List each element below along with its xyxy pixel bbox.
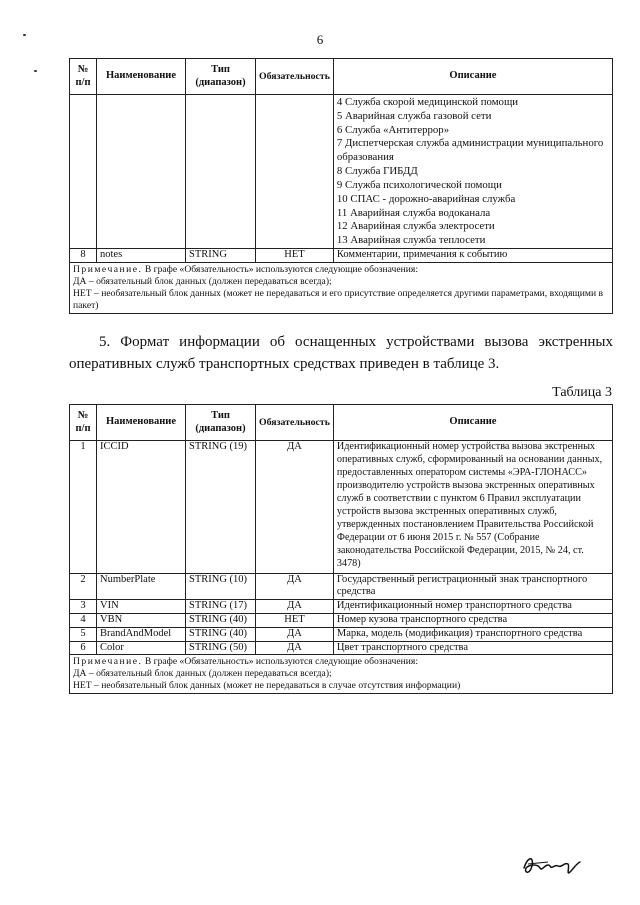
cell-required: ДА	[256, 441, 334, 574]
cell-type: STRING (10)	[186, 573, 256, 600]
cell-type: STRING (40)	[186, 613, 256, 627]
col-header-number: № п/п	[70, 405, 97, 441]
cell-number: 3	[70, 600, 97, 614]
note-no: НЕТ – необязательный блок данных (может не передаваться и его присутствие определяется другими параметрами, входящими в пакет)	[73, 287, 604, 311]
list-item: 13 Аварийная служба теплосети	[336, 234, 486, 247]
handwritten-signature	[520, 850, 584, 880]
cell-description: Комментарии, примечания к событию	[333, 248, 612, 262]
page-number: 6	[316, 32, 324, 47]
cell-number: 1	[70, 441, 97, 574]
scan-speck	[34, 70, 37, 72]
list-item: 12 Аварийная служба электросети	[336, 220, 495, 233]
cell-description: Марка, модель (модификация) транспортного средства	[333, 627, 612, 641]
cell-required: НЕТ	[256, 613, 334, 627]
note-intro: В графе «Обязательность» используются следующие обозначения:	[144, 656, 418, 668]
cell-name: NumberPlate	[97, 573, 186, 600]
col-header-description: Описание	[333, 59, 612, 95]
col-header-number: № п/п	[70, 59, 97, 95]
cell-type: STRING (40)	[186, 627, 256, 641]
cell-name: VIN	[97, 600, 186, 614]
table-row	[70, 627, 613, 641]
note-no: НЕТ – необязательный блок данных (может не передаваться в случае отсутствия информации)	[73, 680, 461, 692]
cell-name: VBN	[97, 613, 186, 627]
list-item: 5 Аварийная служба газовой сети	[336, 109, 492, 122]
note-yes: ДА – обязательный блок данных (должен передаваться всегда);	[73, 668, 332, 680]
list-item: 7 Диспетчерская служба администрации муниципального образования	[336, 137, 604, 164]
fields-table-continued	[69, 58, 613, 314]
col-header-type: Тип (диапазон)	[186, 405, 256, 441]
cell-required: ДА	[256, 627, 334, 641]
table-row	[70, 641, 613, 655]
list-item: 10 СПАС - дорожно-аварийная служба	[336, 192, 516, 205]
list-item: 8 Служба ГИБДД	[336, 165, 418, 178]
cell-name: notes	[97, 248, 186, 262]
note-label: Примечание.	[73, 263, 143, 275]
cell-type: STRING	[186, 248, 256, 262]
cell-description: Идентификационный номер устройства вызова экстренных оперативных служб, сформированный на основании данных, предоставленных оператором системы «ЭРА-ГЛОНАСС» производителю устройств вызова экстренных оперативных служб в соответствии с пунктом 6 Правил эксплуатации устройств вызова экстренных оперативных служб, утвержденных постановлением Правительства Российской Федерации от 6 июня 2015 г. № 557 (Собрание законодательства Российской Федерации, 2015, № 24, ст. 3478)	[333, 441, 612, 574]
service-list	[333, 95, 612, 249]
cell-number: 6	[70, 641, 97, 655]
cell-description: Номер кузова транспортного средства	[333, 613, 612, 627]
col-header-type: Тип (диапазон)	[186, 59, 256, 95]
col-header-required: Обязательность	[256, 405, 334, 441]
table-note	[70, 655, 613, 694]
cell-number: 4	[70, 613, 97, 627]
table-row	[70, 600, 613, 614]
table-row	[70, 248, 613, 262]
note-label: Примечание.	[73, 656, 143, 668]
cell-name: BrandAndModel	[97, 627, 186, 641]
cell-name: Color	[97, 641, 186, 655]
list-item: 6 Служба «Антитеррор»	[336, 123, 450, 136]
col-header-description: Описание	[333, 405, 612, 441]
cell-description: Государственный регистрационный знак транспортного средства	[333, 573, 612, 600]
section-paragraph: 5. Формат информации об оснащенных устройствами вызова экстренных оперативных служб транспортных средствах приведен в таблице 3.	[69, 334, 613, 372]
col-header-name: Наименование	[97, 59, 186, 95]
table-caption: Таблица 3	[552, 385, 612, 400]
table-row	[70, 441, 613, 574]
cell-required: ДА	[256, 573, 334, 600]
note-yes: ДА – обязательный блок данных (должен передаваться всегда);	[73, 275, 332, 287]
list-item: 11 Аварийная служба водоканала	[336, 206, 491, 219]
col-header-name: Наименование	[97, 405, 186, 441]
cell-required: ДА	[256, 641, 334, 655]
list-item: 9 Служба психологической помощи	[336, 178, 502, 191]
cell-number: 8	[70, 248, 97, 262]
table-row	[70, 613, 613, 627]
col-header-required: Обязательность	[256, 59, 334, 95]
cell-description: Идентификационный номер транспортного средства	[333, 600, 612, 614]
note-intro: В графе «Обязательность» используются следующие обозначения:	[144, 263, 418, 275]
cell-required: НЕТ	[256, 248, 334, 262]
cell-number: 5	[70, 627, 97, 641]
vehicle-fields-table	[69, 404, 613, 694]
cell-type: STRING (19)	[186, 441, 256, 574]
table-row	[70, 95, 613, 249]
table-row	[70, 573, 613, 600]
list-item: 4 Служба скорой медицинской помощи	[336, 96, 519, 108]
cell-type: STRING (17)	[186, 600, 256, 614]
table-note	[70, 262, 613, 313]
cell-required: ДА	[256, 600, 334, 614]
cell-description: Цвет транспортного средства	[333, 641, 612, 655]
cell-number: 2	[70, 573, 97, 600]
cell-name: ICCID	[97, 441, 186, 574]
cell-type: STRING (50)	[186, 641, 256, 655]
